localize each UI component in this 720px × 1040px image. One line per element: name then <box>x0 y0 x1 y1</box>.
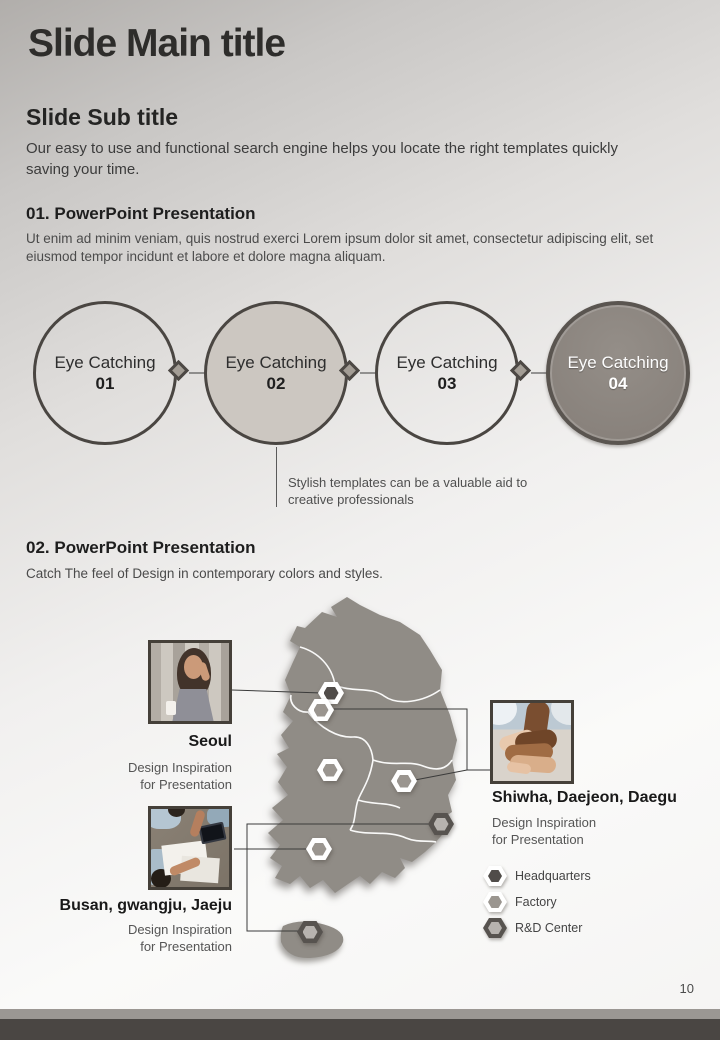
desc-line: Design Inspiration <box>492 815 597 830</box>
circle-number: 04 <box>608 373 628 393</box>
map-marker-rnd-center <box>297 921 323 943</box>
hexagon-icon <box>391 770 417 792</box>
photo-art <box>198 822 226 845</box>
section-02-body: Catch The feel of Design in contemporary colors and styles. <box>26 566 383 581</box>
eye-catching-circle-1 <box>33 301 177 445</box>
hexagon-icon <box>306 838 332 860</box>
eye-catching-circle-2 <box>204 301 348 445</box>
desc-line: for Presentation <box>140 939 232 954</box>
slide-sub-title: Slide Sub title <box>26 104 179 130</box>
map-marker-factory <box>391 770 417 792</box>
circle-label: Eye Catching <box>225 352 327 372</box>
photo-shiwha <box>490 700 574 784</box>
section-01-body: Ut enim ad minim veniam, quis nostrud exerci Lorem ipsum dolor sit amet, consectetur adipiscing elit, set eiusmod tempor incidunt et labore et dolore magna aliquam. <box>26 231 654 264</box>
slide-main-title: Slide Main title <box>28 22 286 65</box>
location-desc-busan <box>82 921 232 955</box>
eye-catching-circle-3 <box>375 301 519 445</box>
circle-number: 01 <box>95 373 115 393</box>
legend-label: Headquarters <box>515 869 591 883</box>
photo-art <box>168 806 185 817</box>
hexagon-icon <box>297 921 323 943</box>
circle-label: Eye Catching <box>396 352 498 372</box>
location-name-shiwha: Shiwha, Daejeon, Daegu <box>492 789 677 806</box>
circle-number: 02 <box>266 373 286 393</box>
photo-art <box>551 700 574 725</box>
circle-number: 03 <box>437 373 457 393</box>
photo-seoul <box>148 640 232 724</box>
map-marker-factory <box>306 838 332 860</box>
photo-art <box>490 700 517 725</box>
factory-hexagon-icon <box>483 892 507 912</box>
location-desc-shiwha <box>492 814 672 848</box>
rnd-hexagon-icon <box>483 918 507 938</box>
desc-line: for Presentation <box>492 832 584 847</box>
circle-label: Eye Catching <box>567 352 669 372</box>
location-name-busan: Busan, gwangju, Jaeju <box>59 897 232 914</box>
circle-label: Eye Catching <box>54 352 156 372</box>
location-desc-seoul <box>82 759 232 793</box>
desc-line: Design Inspiration <box>127 760 232 775</box>
map-marker-rnd-center <box>428 813 454 835</box>
hexagon-icon <box>428 813 454 835</box>
photo-art <box>506 761 531 774</box>
circles-caption: Stylish templates can be a valuable aid to creative professionals <box>288 475 528 507</box>
legend-item-headquarters <box>483 866 591 886</box>
slide-sub-text: Our easy to use and functional search engine helps you locate the right templates quickly saving your time. <box>26 140 619 178</box>
desc-line: Design Inspiration <box>127 922 232 937</box>
legend-label: Factory <box>515 895 557 909</box>
eye-catching-circle-4 <box>546 301 690 445</box>
photo-busan <box>148 806 232 890</box>
desc-line: for Presentation <box>140 777 232 792</box>
map-marker-factory <box>308 699 334 721</box>
legend-item-rnd-center <box>483 918 582 938</box>
headquarters-hexagon-icon <box>483 866 507 886</box>
location-name-seoul: Seoul <box>188 733 232 750</box>
page-number: 10 <box>679 981 694 996</box>
photo-art <box>172 689 214 723</box>
photo-art <box>166 701 176 715</box>
section-01-heading: 01. PowerPoint Presentation <box>26 204 256 223</box>
legend-label: R&D Center <box>515 921 583 935</box>
legend-item-factory <box>483 892 557 912</box>
hexagon-icon <box>308 699 334 721</box>
section-02-heading: 02. PowerPoint Presentation <box>26 538 256 557</box>
hexagon-icon <box>317 759 343 781</box>
map-marker-factory <box>317 759 343 781</box>
